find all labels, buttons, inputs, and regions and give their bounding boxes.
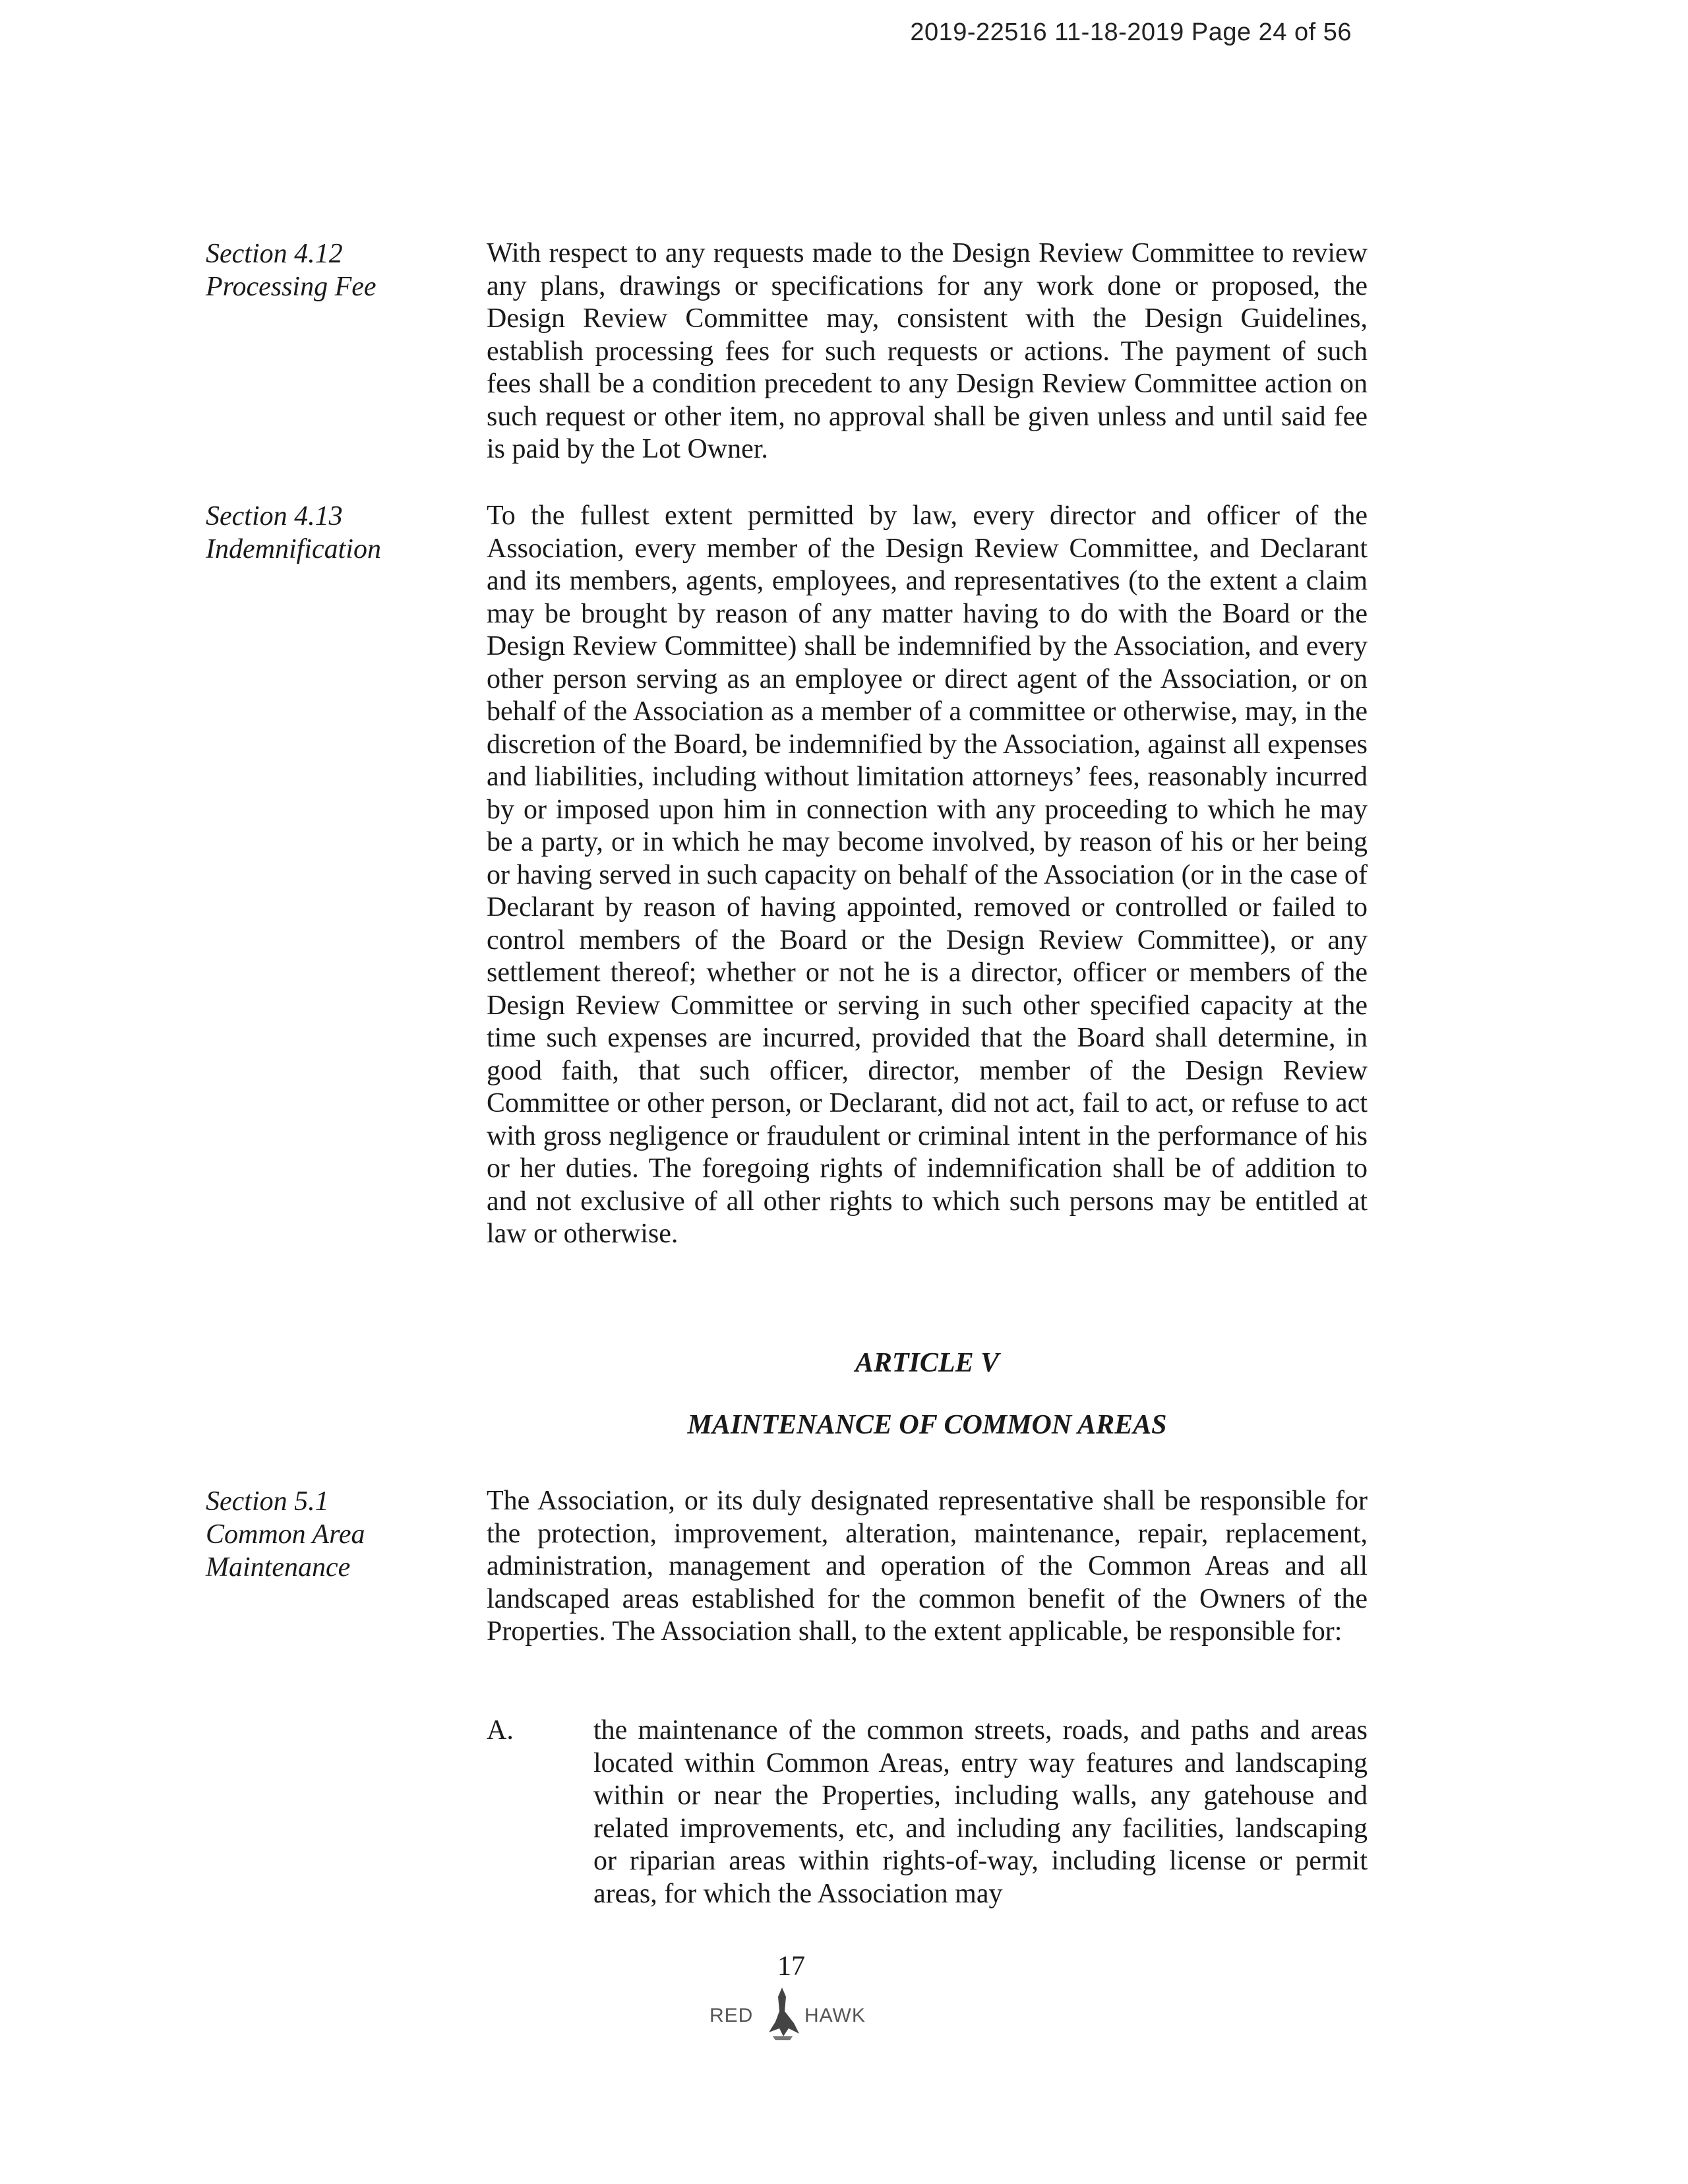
list-item: the maintenance of the common streets, roads, and paths and areas located within Common Areas, entry way features and landscaping within or near the Properties, including walls, any gatehouse and related improvements, etc, and including any facilities, landscaping or riparian areas within rights-of-way, including license or permit areas, for which the Association may (593, 1715, 1368, 1909)
logo-text-left: RED (709, 2005, 754, 2026)
section-title: Indemnification (206, 534, 381, 564)
section-4-12-label (206, 237, 443, 303)
section-number: Section 4.12 (206, 239, 343, 269)
section-number: Section 5.1 (206, 1486, 329, 1517)
hawk-icon (760, 1985, 806, 2044)
section-title: Common Area (206, 1519, 365, 1550)
page-number: 17 (777, 1951, 805, 1982)
section-number: Section 4.13 (206, 501, 343, 531)
section-5-1-label (206, 1485, 443, 1584)
section-4-13-body: To the fullest extent permitted by law, every director and officer of the Association, every member of the Design Review Committee, and Declarant and its members, agents, employees, and representatives (to the extent a claim may be brought by reason of any matter having to do with the Board or the Design Review Committee) shall be indemnified by the Association, and every other person serving as an employee or direct agent of the Association, or on behalf of the Association as a member of a committee or otherwise, may, in the discretion of the Board, be indemnified by the Association, against all expenses and liabilities, including without limitation attorneys’ fees, reasonably incurred by or imposed upon him in connection with any proceeding to which he may be a party, or in which he may become involved, by reason of his or her being or having served in such capacity on behalf of the Association (or in the case of Declarant by reason of having appointed, removed or controlled or failed to control members of the Board or the Design Review Committee), or any settlement thereof; whether or not he is a director, officer or members of the Design Review Committee or serving in such other specified capacity at the time such expenses are incurred, provided that the Board shall determine, in good faith, that such officer, director, member of the Design Review Committee or other person, or Declarant, did not act, fail to act, or refuse to act with gross negligence or fraudulent or criminal intent in the performance of his or her duties. The foregoing rights of indemnification shall be of addition to and not exclusive of all other rights to which such persons may be entitled at law or otherwise. (487, 501, 1368, 1249)
list-marker: A. (487, 1715, 514, 1745)
section-4-13-label (206, 500, 443, 566)
document-stamp: 2019-22516 11-18-2019 Page 24 of 56 (910, 18, 1352, 46)
article-title: ARTICLE V (855, 1348, 1000, 1378)
section-5-1-body: The Association, or its duly designated representative shall be responsible for the protection, improvement, alteration, maintenance, repair, replacement, administration, management and operation of the Common Areas and all landscaped areas established for the common benefit of the Owners of the Properties. The Association shall, to the extent applicable, be responsible for: (487, 1486, 1368, 1647)
section-title: Maintenance (206, 1552, 351, 1583)
section-title: Processing Fee (206, 272, 377, 302)
article-subtitle: MAINTENANCE OF COMMON AREAS (687, 1410, 1167, 1440)
logo-text-right: HAWK (804, 2005, 866, 2026)
redhawk-logo (706, 1985, 877, 2044)
section-4-12-body: With respect to any requests made to the Design Review Committee to review any plans, drawings or specifications for any work done or proposed, the Design Review Committee may, consistent with the Design Guidelines, establish processing fees for such requests or actions. The payment of such fees shall be a condition precedent to any Design Review Committee action on such request or other item, no approval shall be given unless and until said fee is paid by the Lot Owner. (487, 238, 1368, 464)
